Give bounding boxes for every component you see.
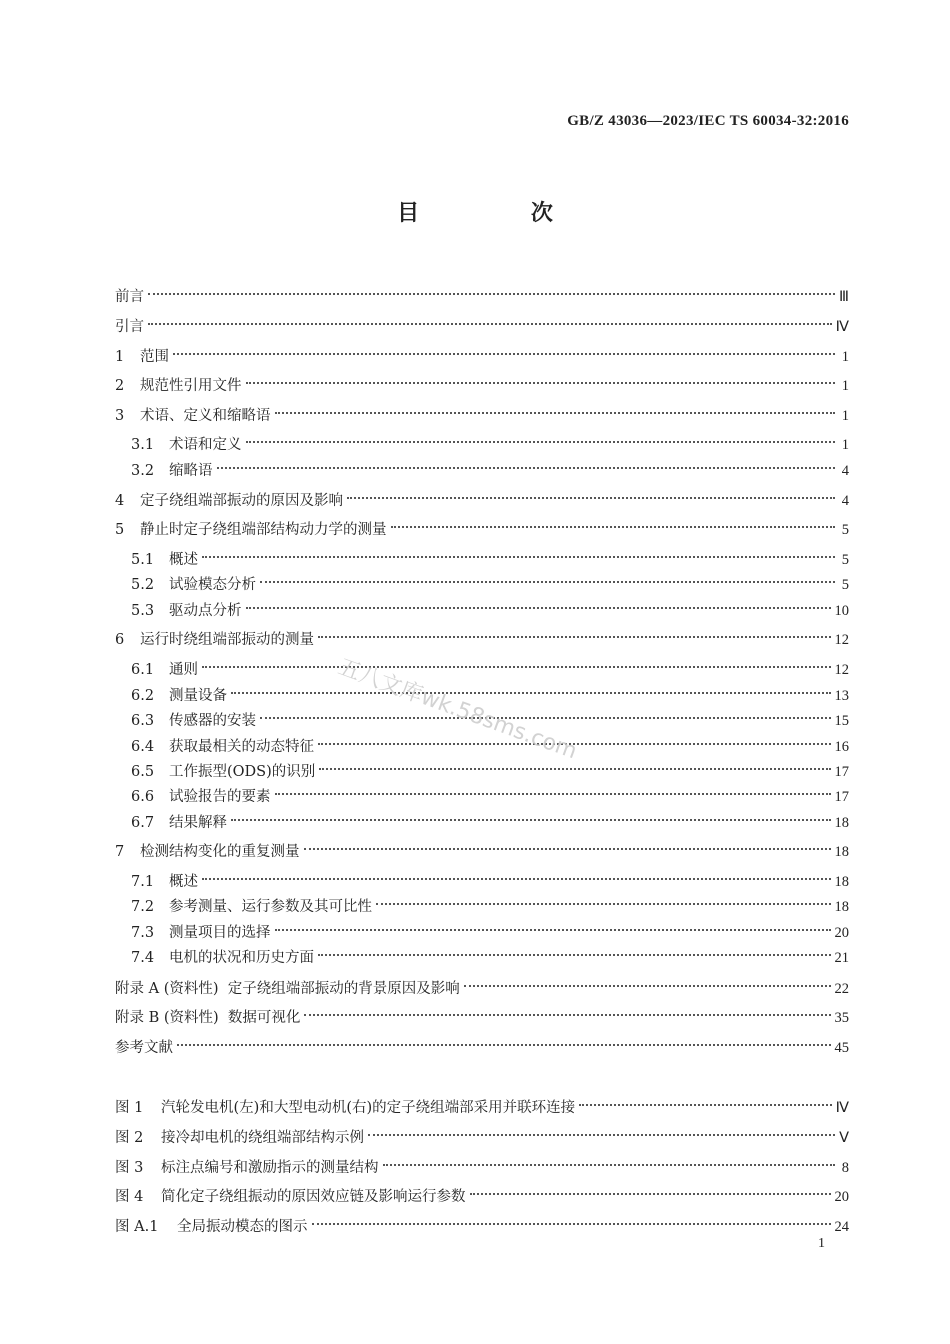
toc-entry-text: 附录 A (资料性) 定子绕组端部振动的背景原因及影响 xyxy=(115,981,460,997)
toc-entry-text: 结果解释 xyxy=(169,815,227,831)
leader-dots xyxy=(464,973,831,993)
leader-dots xyxy=(246,595,831,615)
toc-entry-text: 范围 xyxy=(140,349,169,365)
toc-page-number: 17 xyxy=(834,764,849,780)
toc-entry-text: 试验报告的要素 xyxy=(169,789,271,805)
toc-entry[interactable]: 6.3 传感器的安装 15 xyxy=(131,705,849,725)
leader-dots xyxy=(173,341,835,361)
toc-entry[interactable]: 7.1 概述 18 xyxy=(131,866,849,886)
leader-dots xyxy=(202,654,831,674)
toc-page-number: 18 xyxy=(834,874,849,890)
toc-page-number: 18 xyxy=(834,899,849,915)
toc-entry-text: 电机的状况和历史方面 xyxy=(169,950,314,966)
figure-list-entry[interactable]: 图 A.1 全局振动模态的图示 24 xyxy=(115,1211,849,1231)
toc-entry[interactable]: 7 检测结构变化的重复测量 18 xyxy=(115,836,849,856)
toc-page-number: 5 xyxy=(841,577,849,593)
toc-page-number: 20 xyxy=(834,925,849,941)
figure-list-entry[interactable]: 图 4 简化定子绕组振动的原因效应链及影响运行参数 20 xyxy=(115,1181,849,1201)
toc-page-number: 8 xyxy=(841,1160,849,1176)
leader-dots xyxy=(319,756,830,776)
leader-dots xyxy=(579,1092,831,1112)
toc-entry[interactable] xyxy=(115,281,849,305)
toc-page-number: Ⅲ xyxy=(839,289,849,305)
toc-entry[interactable]: 1 范围 1 xyxy=(115,341,849,361)
toc-entry-text: 运行时绕组端部振动的测量 xyxy=(140,632,314,648)
leader-dots xyxy=(347,485,835,505)
toc-entry[interactable]: 3 术语、定义和缩略语 1 xyxy=(115,400,849,420)
toc-page-number: 18 xyxy=(834,815,849,831)
toc-page-number: 12 xyxy=(834,632,849,648)
toc-entry[interactable] xyxy=(115,311,849,335)
toc-entry-text: 参考测量、运行参数及其可比性 xyxy=(169,899,372,915)
toc-entry-text: 术语和定义 xyxy=(169,437,242,453)
toc-entry-text: 获取最相关的动态特征 xyxy=(169,739,314,755)
toc-entry-text: 概述 xyxy=(169,874,198,890)
toc-entry-text: 静止时定子绕组端部结构动力学的测量 xyxy=(140,522,387,538)
figure-list-entry[interactable]: 图 2 接冷却电机的绕组端部结构示例 Ⅴ xyxy=(115,1122,849,1142)
toc-page-number: Ⅳ xyxy=(835,1100,849,1116)
toc-entry-text: 测量项目的选择 xyxy=(169,925,271,941)
toc-page-number: 1 xyxy=(841,349,849,365)
toc-page-number: 35 xyxy=(834,1010,849,1026)
leader-dots xyxy=(383,1152,836,1172)
toc-entry-text: 标注点编号和激励指示的测量结构 xyxy=(161,1160,379,1176)
leader-dots xyxy=(148,311,832,331)
toc-entry-text: 工作振型(ODS)的识别 xyxy=(169,764,316,780)
toc-page-number: 4 xyxy=(841,493,849,509)
toc-entry[interactable]: 6.2 测量设备 13 xyxy=(131,680,849,700)
toc-entry-text: 检测结构变化的重复测量 xyxy=(140,844,300,860)
document-code-header: GB/Z 43036—2023/IEC TS 60034-32:2016 xyxy=(567,113,849,129)
toc-page-number: 13 xyxy=(834,688,849,704)
toc-entry[interactable]: 5 静止时定子绕组端部结构动力学的测量 5 xyxy=(115,514,849,534)
toc-entry[interactable]: 6.4 获取最相关的动态特征 16 xyxy=(131,731,849,751)
toc-entry[interactable]: 6.5 工作振型(ODS)的识别 17 xyxy=(131,756,849,776)
toc-entry[interactable]: 7.3 测量项目的选择 20 xyxy=(131,917,849,937)
toc-page-number: 24 xyxy=(834,1219,849,1235)
toc-page-number: 1 xyxy=(841,437,849,453)
toc-entry[interactable] xyxy=(115,973,849,997)
toc-entry-text: 全局振动模态的图示 xyxy=(177,1219,308,1235)
leader-dots xyxy=(318,942,831,962)
toc-page-number: 1 xyxy=(841,408,849,424)
toc-page-number: 45 xyxy=(834,1040,849,1056)
toc-entry-text: 定子绕组端部振动的原因及影响 xyxy=(140,493,343,509)
toc-page-number: 22 xyxy=(834,981,849,997)
leader-dots xyxy=(202,866,831,886)
leader-dots xyxy=(231,807,831,827)
toc-entry[interactable] xyxy=(115,1002,849,1026)
page-number: 1 xyxy=(818,1236,825,1251)
toc-entry[interactable]: 2 规范性引用文件 1 xyxy=(115,370,849,390)
toc-page-number: 4 xyxy=(841,463,849,479)
toc-entry-text: 汽轮发电机(左)和大型电动机(右)的定子绕组端部采用并联环连接 xyxy=(161,1100,576,1116)
leader-dots xyxy=(246,370,836,390)
toc-page-number: 16 xyxy=(834,739,849,755)
leader-dots xyxy=(275,400,836,420)
toc-page-number: 5 xyxy=(841,552,849,568)
toc-entry-text: 测量设备 xyxy=(169,688,227,704)
toc-entry[interactable]: 5.1 概述 5 xyxy=(131,544,849,564)
toc-entry-text: 参考文献 xyxy=(115,1040,173,1056)
leader-dots xyxy=(260,569,835,589)
leader-dots xyxy=(304,836,831,856)
toc-entry[interactable]: 3.1 术语和定义 1 xyxy=(131,429,849,449)
toc-page-number: Ⅳ xyxy=(835,319,849,335)
toc-page-number: 5 xyxy=(841,522,849,538)
toc-entry[interactable]: 4 定子绕组端部振动的原因及影响 4 xyxy=(115,485,849,505)
toc-entry-text: 引言 xyxy=(115,319,144,335)
toc-page-number: 10 xyxy=(834,603,849,619)
toc-entry-text: 规范性引用文件 xyxy=(140,378,242,394)
toc-page-number: 12 xyxy=(834,662,849,678)
toc-page-number: Ⅴ xyxy=(839,1130,849,1146)
toc-entry-text: 接冷却电机的绕组端部结构示例 xyxy=(161,1130,364,1146)
toc-page-number: 1 xyxy=(841,378,849,394)
toc-page-number: 20 xyxy=(834,1189,849,1205)
toc-entry[interactable] xyxy=(115,1032,849,1056)
leader-dots xyxy=(231,680,831,700)
toc-entry-text: 通则 xyxy=(169,662,198,678)
toc-entry-text: 概述 xyxy=(169,552,198,568)
toc-page-number: 18 xyxy=(834,844,849,860)
page-title: 目 次 xyxy=(397,201,605,226)
toc-entry[interactable]: 5.3 驱动点分析 10 xyxy=(131,595,849,615)
toc-entry[interactable]: 6 运行时绕组端部振动的测量 12 xyxy=(115,624,849,644)
leader-dots xyxy=(275,917,831,937)
toc-entry-text: 前言 xyxy=(115,289,144,305)
leader-dots xyxy=(217,455,836,475)
toc-entry-text: 试验模态分析 xyxy=(169,577,256,593)
leader-dots xyxy=(202,544,835,564)
toc-entry-text: 传感器的安装 xyxy=(169,713,256,729)
toc-entry[interactable]: 5.2 试验模态分析 5 xyxy=(131,569,849,589)
toc-page-number: 15 xyxy=(834,713,849,729)
figure-list-entry[interactable]: 图 3 标注点编号和激励指示的测量结构 8 xyxy=(115,1152,849,1172)
toc-entry[interactable]: 3.2 缩略语 4 xyxy=(131,455,849,475)
leader-dots xyxy=(318,624,831,644)
toc-entry-text: 附录 B (资料性) 数据可视化 xyxy=(115,1010,301,1026)
watermark: 五八文库wk.58sms.com xyxy=(334,654,581,765)
leader-dots xyxy=(246,429,836,449)
leader-dots xyxy=(304,1002,830,1022)
toc-entry-text: 缩略语 xyxy=(169,463,213,479)
leader-dots xyxy=(148,281,835,301)
leader-dots xyxy=(391,514,836,534)
leader-dots xyxy=(275,781,831,801)
toc-entry[interactable]: 7.4 电机的状况和历史方面 21 xyxy=(131,942,849,962)
toc-entry-text: 术语、定义和缩略语 xyxy=(140,408,271,424)
toc-entry[interactable]: 6.1 通则 12 xyxy=(131,654,849,674)
toc-page-number: 21 xyxy=(834,950,849,966)
toc-page-number: 17 xyxy=(834,789,849,805)
toc-entry-text: 驱动点分析 xyxy=(169,603,242,619)
leader-dots xyxy=(368,1122,835,1142)
leader-dots xyxy=(177,1032,831,1052)
toc-entry[interactable]: 6.7 结果解释 18 xyxy=(131,807,849,827)
figure-list-entry[interactable]: 图 1 汽轮发电机(左)和大型电动机(右)的定子绕组端部采用并联环连接 Ⅳ xyxy=(115,1092,849,1112)
leader-dots xyxy=(470,1181,831,1201)
toc-entry-text: 简化定子绕组振动的原因效应链及影响运行参数 xyxy=(161,1189,466,1205)
toc-entry[interactable]: 6.6 试验报告的要素 17 xyxy=(131,781,849,801)
toc-entry[interactable]: 7.2 参考测量、运行参数及其可比性 18 xyxy=(131,891,849,911)
leader-dots xyxy=(312,1211,831,1231)
leader-dots xyxy=(376,891,831,911)
